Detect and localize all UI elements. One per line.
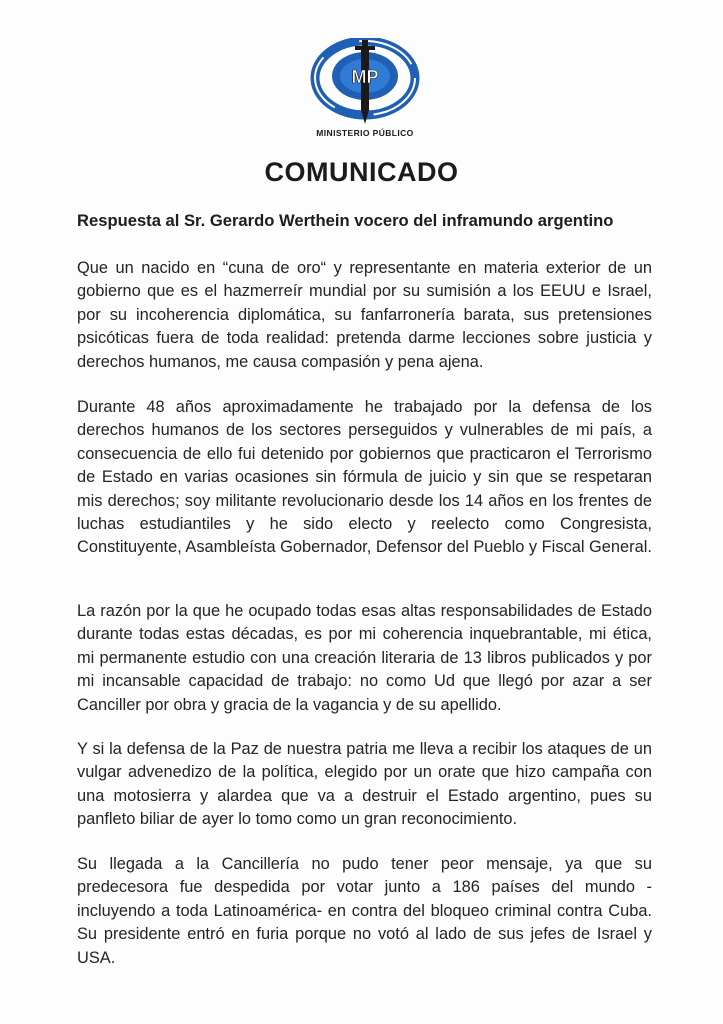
- mp-emblem-icon: [308, 38, 422, 128]
- paragraph-2: Durante 48 años aproximadamente he trabajado por la defensa de los derechos humanos de los sectores perseguidos y vulnerables de mi país, a consecuencia de ello fui detenido por gobiernos que practicaron el Terrorismo de Estado en varias ocasiones sin fórmula de juicio y sin que se respetaran mis derechos; soy militante revolucionario desde los 14 años en los frentes de luchas estudiantiles y he sido electo y reelecto como Congresista, Constituyente, Asambleísta Gobernador, Defensor del Pueblo y Fiscal General.: [77, 398, 652, 557]
- paragraph-1: Que un nacido en “cuna de oro“ y representante en materia exterior de un gobierno que es el hazmerreír mundial por su sumisión a los EEUU e Israel, por su incoherencia diplomática, su fanfarronería barata, sus pretensiones psicóticas fuera de toda realidad: pretenda darme lecciones sobre justicia y derechos humanos, me causa compasión y pena ajena.: [77, 259, 652, 371]
- paragraph-4: Y si la defensa de la Paz de nuestra patria me lleva a recibir los ataques de un vulgar advenedizo de la política, elegido por un orate que hizo campaña con una motosierra y alardea que va a destruir el Estado argentino, pues su panfleto biliar de ayer lo tomo como un gran reconocimiento.: [77, 740, 652, 829]
- subtitle-heading: Respuesta al Sr. Gerardo Werthein vocero del inframundo argentino: [77, 211, 614, 230]
- svg-text:MP: MP: [351, 67, 379, 87]
- ministerio-publico-logo: [290, 38, 440, 146]
- paragraph-3: La razón por la que he ocupado todas esas altas responsabilidades de Estado durante todas estas décadas, es por mi coherencia inquebrantable, mi ética, mi permanente estudio con una creación literaria de 13 libros publicados y por mi incansable capacidad de trabajo: no como Ud que llegó por azar a ser Canciller por obra y gracia de la vagancia y de su apellido.: [77, 602, 652, 714]
- logo-caption: MINISTERIO PÚBLICO: [316, 128, 414, 138]
- page-title: COMUNICADO: [264, 157, 459, 187]
- paragraph-5: Su llegada a la Cancillería no pudo tener peor mensaje, ya que su predecesora fue despedida por votar junto a 186 países del mundo - incluyendo a toda Latinoamérica- en contra del bloqueo criminal contra Cuba. Su presidente entró en furia porque no votó al lado de sus jefes de Israel y USA.: [77, 855, 652, 967]
